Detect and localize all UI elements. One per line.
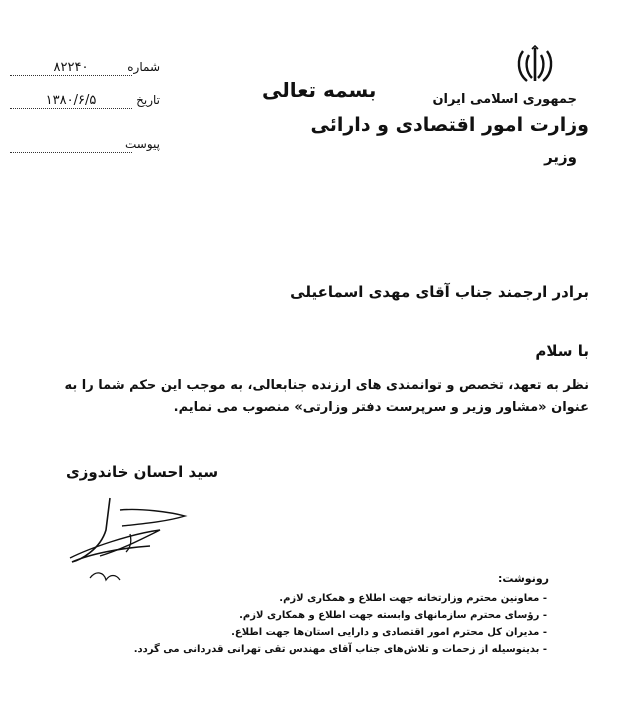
letter-date-value: ۱۳۸۰/۶/۵	[45, 93, 97, 108]
letter-number-label: شماره	[127, 60, 160, 74]
iran-emblem-icon	[515, 45, 555, 85]
letter-greeting: با سلام	[535, 342, 589, 360]
letter-number-line	[10, 75, 132, 76]
letter-date-label: تاریخ	[136, 93, 160, 107]
bismillah-heading: بسمه تعالی	[262, 78, 377, 102]
attachment-label: پیوست	[125, 137, 160, 151]
cc-item: - مدیران کل محترم امور اقتصادی و دارایی استان‌ها جهت اطلاع.	[231, 627, 547, 638]
cc-title: رونوشت:	[497, 572, 549, 585]
cc-list	[127, 590, 547, 658]
office-title: وزیر	[544, 148, 577, 166]
letter-body: نظر به تعهد، تخصص و توانمندی های ارزنده جنابعالی، به موجب این حکم شما را به عنوان «مشاور وزیر و سرپرست دفتر وزارتی» منصوب می نمایم.	[64, 378, 589, 415]
letter-number-row	[10, 60, 160, 82]
cc-item: - بدینوسیله از زحمات و تلاش‌های جناب آقای مهندس تقی تهرانی قدردانی می گردد.	[133, 644, 547, 655]
cc-item: - رؤسای محترم سازمانهای وابسته جهت اطلاع و همکاری لازم.	[239, 610, 547, 621]
signer-name: سید احسان خاندوزی	[66, 463, 219, 481]
cc-item: - معاونین محترم وزارتخانه جهت اطلاع و همکاری لازم.	[279, 593, 547, 604]
handwritten-signature	[60, 490, 210, 590]
ministry-name: وزارت امور اقتصادی و دارائی	[310, 114, 589, 136]
letter-date-row	[10, 93, 160, 115]
attachment-line	[10, 152, 132, 153]
letter-number-value: ۸۲۲۴۰	[53, 60, 89, 75]
letter-date-line	[10, 108, 132, 109]
letter-addressee: برادر ارجمند جناب آقای مهدی اسماعیلی	[290, 283, 589, 301]
country-name: جمهوری اسلامی ایران	[432, 92, 577, 107]
attachment-row	[10, 137, 160, 159]
